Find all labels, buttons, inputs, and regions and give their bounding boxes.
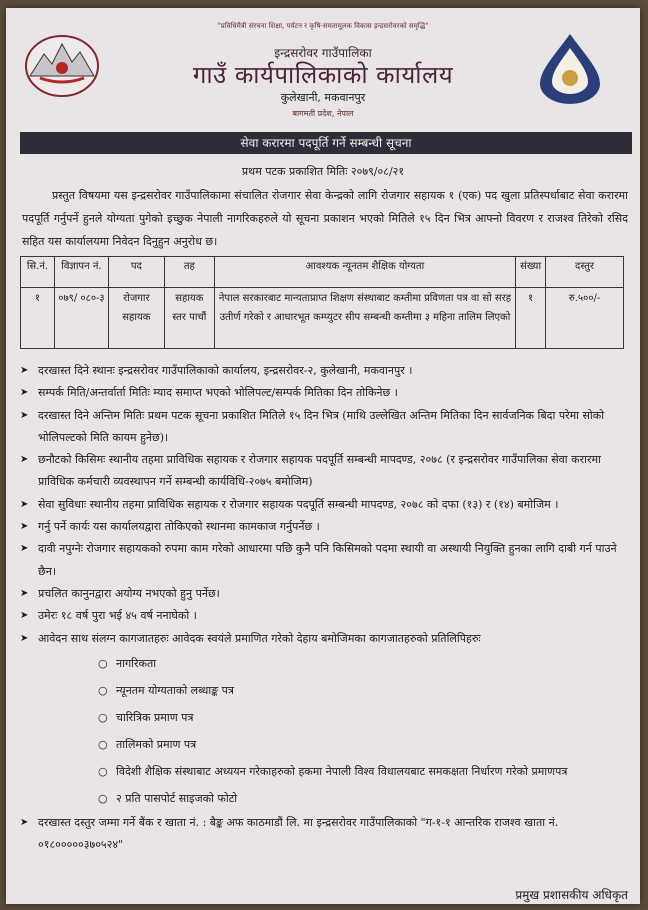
notice-points — [20, 360, 628, 856]
circle-bullet-icon: ○ — [98, 710, 108, 724]
arrow-bullet-icon: ➤ — [20, 587, 29, 599]
cell-count: १ — [516, 288, 546, 349]
municipality-name: इन्द्रसरोवर गाउँपालिका — [274, 46, 372, 60]
cell-qualification: नेपाल सरकारबाट मान्यताप्राप्त शिक्षण संस्थाबाट कम्तीमा प्रविणता पत्र वा सो सरह उतीर्ण गरेको र आधारभूत कम्प्युटर सीप सम्बन्धी कम्तीमा ३ महिना तालिम लिएको — [214, 288, 515, 349]
circle-bullet-icon: ○ — [98, 656, 108, 670]
document-item: ○ विदेशी शैक्षिक संस्थाबाट अध्ययन गरेकाहरुको हकमा नेपाली विश्व विधालयबाट समकक्षता निर्धारण गरेको प्रमाणपत्र — [98, 758, 628, 785]
list-item: ➤ प्रचलित कानुनद्वारा अयोग्य नभएको हुनु पर्नेछ। — [20, 583, 628, 605]
motto: "प्रविधिमैत्री संरचना शिक्षा, पर्यटन र कृषि-समतामूलक विकास इन्द्रसरोवरको समृद्धि" — [217, 22, 429, 30]
arrow-bullet-icon: ➤ — [20, 498, 29, 510]
col-header-post: पद — [108, 257, 164, 288]
list-item: ➤ छनौटको किसिमः स्थानीय तहमा प्राविधिक सहायक र रोजगार सहायक पदपूर्ति सम्बन्धी मापदण्ड, २०७८ (र इन्द्रसरोवर गाउँपालिका सेवा करारमा प्राविधिक कर्मचारी व्यवस्थापन गर्ने सम्बन्धी कार्यविधि-२०७५ बमोजिम) — [20, 449, 628, 494]
table-row — [21, 288, 624, 349]
col-header-ad-no: विज्ञापन नं. — [54, 257, 108, 288]
col-header-count: संख्या — [516, 257, 546, 288]
document-item: ○ नागरिकता — [98, 650, 628, 677]
cell-serial: १ — [21, 288, 55, 349]
notice-title: सेवा करारमा पदपूर्ति गर्ने सम्बन्धी सूचना — [20, 132, 632, 154]
list-item: ➤ उमेरः १८ वर्ष पुरा भई ४५ वर्ष ननाघेको । — [20, 605, 628, 627]
circle-bullet-icon: ○ — [98, 737, 108, 751]
signature-title: प्रमुख प्रशासकीय अधिकृत — [515, 888, 628, 902]
arrow-bullet-icon: ➤ — [20, 365, 29, 376]
arrow-bullet-icon: ➤ — [20, 632, 29, 644]
notice-page — [6, 8, 640, 904]
circle-bullet-icon: ○ — [98, 791, 108, 805]
cell-fee: रु.५००/- — [546, 288, 624, 349]
circle-bullet-icon: ○ — [98, 683, 108, 697]
list-item: ➤ सम्पर्क मिति/अन्तर्वार्ता मितिः म्याद समाप्त भएको भोलिपल्ट/सम्पर्क मितिका दिन तोकिनेछ । — [20, 382, 628, 404]
arrow-bullet-icon: ➤ — [20, 543, 29, 555]
arrow-bullet-icon: ➤ — [20, 521, 29, 533]
arrow-bullet-icon: ➤ — [20, 387, 29, 399]
list-item: ➤ आवेदन साथ संलग्न कागजातहरुः आवेदक स्वयंले प्रमाणित गरेको देहाय बमोजिमका कागजातहरुको प्रतिलिपिहरुः ○ नागरिकता ○ न्यूनतम योग्यताको लब्धाङ्क पत्र ○ चारित्रिक प्रमाण पत्र ○ तालिमको प्रमाण पत्र ○ विदेशी शैक्षिक संस्थाबाट अध्ययन गरेकाहरुको हकमा नेपाली विश्व विधालयबाट समकक्षता निर्धारण गरेको प्रमाणपत्र ○ २ प्रति पासपोर्ट साइजको फोटो — [20, 628, 628, 812]
table-header-row — [21, 257, 624, 288]
document-item: ○ चारित्रिक प्रमाण पत्र — [98, 704, 628, 731]
documents-list — [38, 650, 628, 812]
arrow-bullet-icon: ➤ — [20, 610, 29, 622]
cell-level: सहायक स्तर पाचौं — [164, 288, 214, 349]
list-item: ➤ दरखास्त दिने अन्तिम मितिः प्रथम पटक सूचना प्रकाशित मितिले १५ दिन भित्र (माथि उल्लेखित अन्तिम मितिका दिन सार्वजनिक बिदा परेमा सोको भोलिपल्टको मिति कायम हुनेछ)। — [20, 405, 628, 450]
province-name: बागमती प्रदेश, नेपाल — [292, 109, 354, 118]
list-item: ➤ दरखास्त दिने स्थानः इन्द्रसरोवर गाउँपालिकाको कार्यालय, इन्द्रसरोवर-२, कुलेखानी, मकवानपुर । — [20, 360, 628, 382]
arrow-bullet-icon: ➤ — [20, 409, 29, 421]
list-item: ➤ दरखास्त दस्तुर जम्मा गर्ने बैंक र खाता नं. : बैङ्क अफ काठमाडौं लि. मा इन्द्रसरोवर गाउँपालिकाको "ग-१-१ आन्तरिक राजश्व खाता नं. ०१८०००००३७०५२४" — [20, 812, 628, 857]
circle-bullet-icon: ○ — [98, 764, 108, 778]
col-header-level: तह — [164, 257, 214, 288]
arrow-bullet-icon: ➤ — [20, 454, 29, 466]
list-item: ➤ सेवा सुविधाः स्थानीय तहमा प्राविधिक सहायक र रोजगार सहायक पदपूर्ति सम्बन्धी मापदण्ड, २०७८ को दफा (१३) र (१४) बमोजिम । — [20, 494, 628, 516]
list-item: ➤ दावी नपुग्नेः रोजगार सहायकको रुपमा काम गरेको आधारमा पछि कुनै पनि किसिमको पदमा स्थायी वा अस्थायी नियुक्ति हुनका लागि दाबी गर्न पाउने छैन। — [20, 538, 628, 583]
arrow-bullet-icon: ➤ — [20, 816, 29, 828]
cell-post: रोजगार सहायक — [108, 288, 164, 349]
vacancy-table — [20, 256, 624, 349]
publish-date: प्रथम पटक प्रकाशित मितिः २०७९/०८/२१ — [241, 165, 405, 178]
intro-paragraph: प्रस्तुत विषयमा यस इन्द्रसरोवर गाउँपालिकामा संचालित रोजगार सेवा केन्द्रको लागि रोजगार सहायक १ (एक) पद खुला प्रतिस्पर्धाबाट सेवा करारमा पदपूर्ति गर्नुपर्ने हुनले योग्यता पुगेको इच्छुक नेपाली नागरिकहरुले यो सूचना प्रकाशन भएको मितिले १५ दिन भित्र आफ्नो विवरण र राजश्व तिरेको रसिद सहित यस कार्यालयमा निवेदन दिनुहुन अनुरोध छ। — [22, 189, 628, 248]
document-item: ○ २ प्रति पासपोर्ट साइजको फोटो — [98, 785, 628, 812]
cell-ad-no: ०७९/ ०८०-३ — [54, 288, 108, 349]
list-item: ➤ गर्नु पर्ने कार्यः यस कार्यालयद्वारा तोकिएको स्थानमा कामकाज गर्नुपर्नेछ । — [20, 516, 628, 538]
document-item: ○ तालिमको प्रमाण पत्र — [98, 731, 628, 758]
col-header-serial: सि.नं. — [21, 257, 55, 288]
col-header-fee: दस्तुर — [546, 257, 624, 288]
office-address: कुलेखानी, मकवानपुर — [280, 91, 366, 104]
col-header-qualification: आवश्यक न्यूनतम शैक्षिक योग्यता — [214, 257, 515, 288]
document-item: ○ न्यूनतम योग्यताको लब्धाङ्क पत्र — [98, 677, 628, 704]
office-title: गाउँ कार्यपालिकाको कार्यालय — [192, 61, 454, 89]
